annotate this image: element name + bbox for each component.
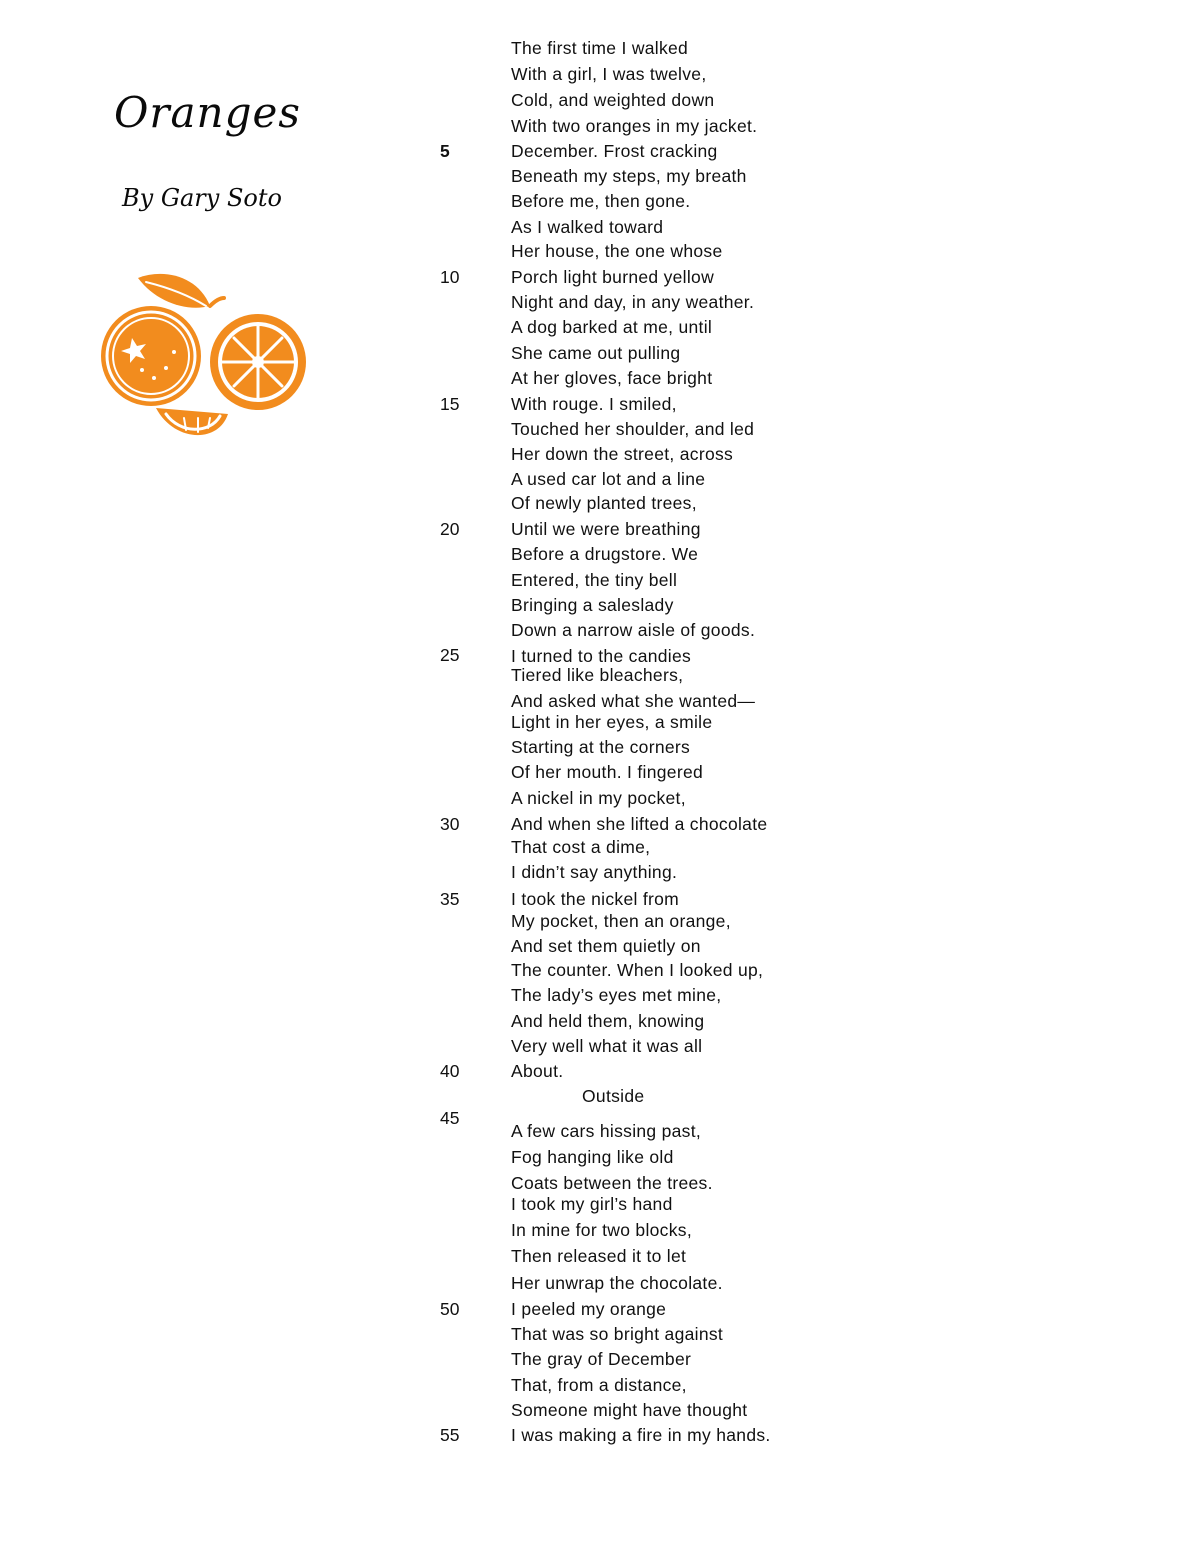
oranges-icon	[94, 268, 308, 446]
poem-line: Coats between the trees.	[511, 1173, 713, 1193]
poem-line: My pocket, then an orange,	[511, 911, 731, 931]
poem-line: With two oranges in my jacket.	[511, 116, 758, 136]
poem-line: That cost a dime,	[511, 837, 651, 857]
line-number: 25	[440, 645, 460, 665]
poem-line: She came out pulling	[511, 343, 681, 363]
poem-line: And when she lifted a chocolate	[511, 814, 768, 834]
poem-line: Then released it to let	[511, 1246, 687, 1266]
poem-line: The first time I walked	[511, 38, 689, 58]
poem-line: I was making a fire in my hands.	[511, 1425, 771, 1445]
poem-line: About.	[511, 1061, 564, 1081]
line-number: 50	[440, 1299, 460, 1319]
poem-line: Before a drugstore. We	[511, 544, 699, 564]
poem-line: Her down the street, across	[511, 444, 734, 464]
poem-line: Entered, the tiny bell	[511, 570, 678, 590]
poem-line: In mine for two blocks,	[511, 1220, 692, 1240]
poem-line: Until we were breathing	[511, 519, 701, 539]
poem-line: Starting at the corners	[511, 737, 691, 757]
poem-line: I peeled my orange	[511, 1299, 667, 1319]
poem-line: Her house, the one whose	[511, 241, 723, 261]
poem-line: Cold, and weighted down	[511, 90, 715, 110]
line-number: 30	[440, 814, 460, 834]
poem-line: Before me, then gone.	[511, 191, 691, 211]
poem-line: And held them, knowing	[511, 1011, 705, 1031]
line-number: 10	[440, 267, 460, 287]
poem-line: Bringing a saleslady	[511, 595, 674, 615]
poem-line: A used car lot and a line	[511, 469, 706, 489]
poem-line: Beneath my steps, my breath	[511, 166, 747, 186]
poem-line: As I walked toward	[511, 217, 664, 237]
poem-title: Oranges	[114, 88, 301, 137]
poem-line: Tiered like bleachers,	[511, 665, 684, 685]
poem-line: I turned to the candies	[511, 646, 692, 666]
poem-line: I took my girl’s hand	[511, 1194, 673, 1214]
poem-line: With rouge. I smiled,	[511, 394, 677, 414]
poem-line: A nickel in my pocket,	[511, 788, 686, 808]
poem-line: Someone might have thought	[511, 1400, 748, 1420]
poem-line: With a girl, I was twelve,	[511, 64, 707, 84]
poem-line: At her gloves, face bright	[511, 368, 713, 388]
poem-line: I took the nickel from	[511, 889, 680, 909]
line-number: 5	[440, 141, 450, 161]
line-number: 40	[440, 1061, 460, 1081]
line-number: 20	[440, 519, 460, 539]
poem-line: That was so bright against	[511, 1324, 724, 1344]
poem-line: Fog hanging like old	[511, 1147, 674, 1167]
poem-line: And asked what she wanted—	[511, 691, 756, 711]
poem-line: Touched her shoulder, and led	[511, 419, 755, 439]
poem-line: December. Frost cracking	[511, 141, 718, 161]
poem-line: And set them quietly on	[511, 936, 701, 956]
poem-line: I didn’t say anything.	[511, 862, 678, 882]
line-number: 15	[440, 394, 460, 414]
poem-line: Very well what it was all	[511, 1036, 703, 1056]
poem-line: That, from a distance,	[511, 1375, 687, 1395]
poem-author: By Gary Soto	[122, 184, 282, 212]
poem-line: A few cars hissing past,	[511, 1121, 702, 1141]
poem-line: A dog barked at me, until	[511, 317, 713, 337]
poem-line: Down a narrow aisle of goods.	[511, 620, 756, 640]
poem-line: Porch light burned yellow	[511, 267, 715, 287]
poem-line: Night and day, in any weather.	[511, 292, 755, 312]
section-heading: Outside	[582, 1086, 645, 1106]
line-number: 45	[440, 1108, 460, 1128]
poem-line: The gray of December	[511, 1349, 692, 1369]
poem-line: The counter. When I looked up,	[511, 960, 764, 980]
poem-line: Of newly planted trees,	[511, 493, 697, 513]
poem-line: Her unwrap the chocolate.	[511, 1273, 723, 1293]
poem-line: Of her mouth. I fingered	[511, 762, 704, 782]
line-number: 55	[440, 1425, 460, 1445]
poem-line: Light in her eyes, a smile	[511, 712, 713, 732]
poem-line: The lady’s eyes met mine,	[511, 985, 722, 1005]
line-number: 35	[440, 889, 460, 909]
